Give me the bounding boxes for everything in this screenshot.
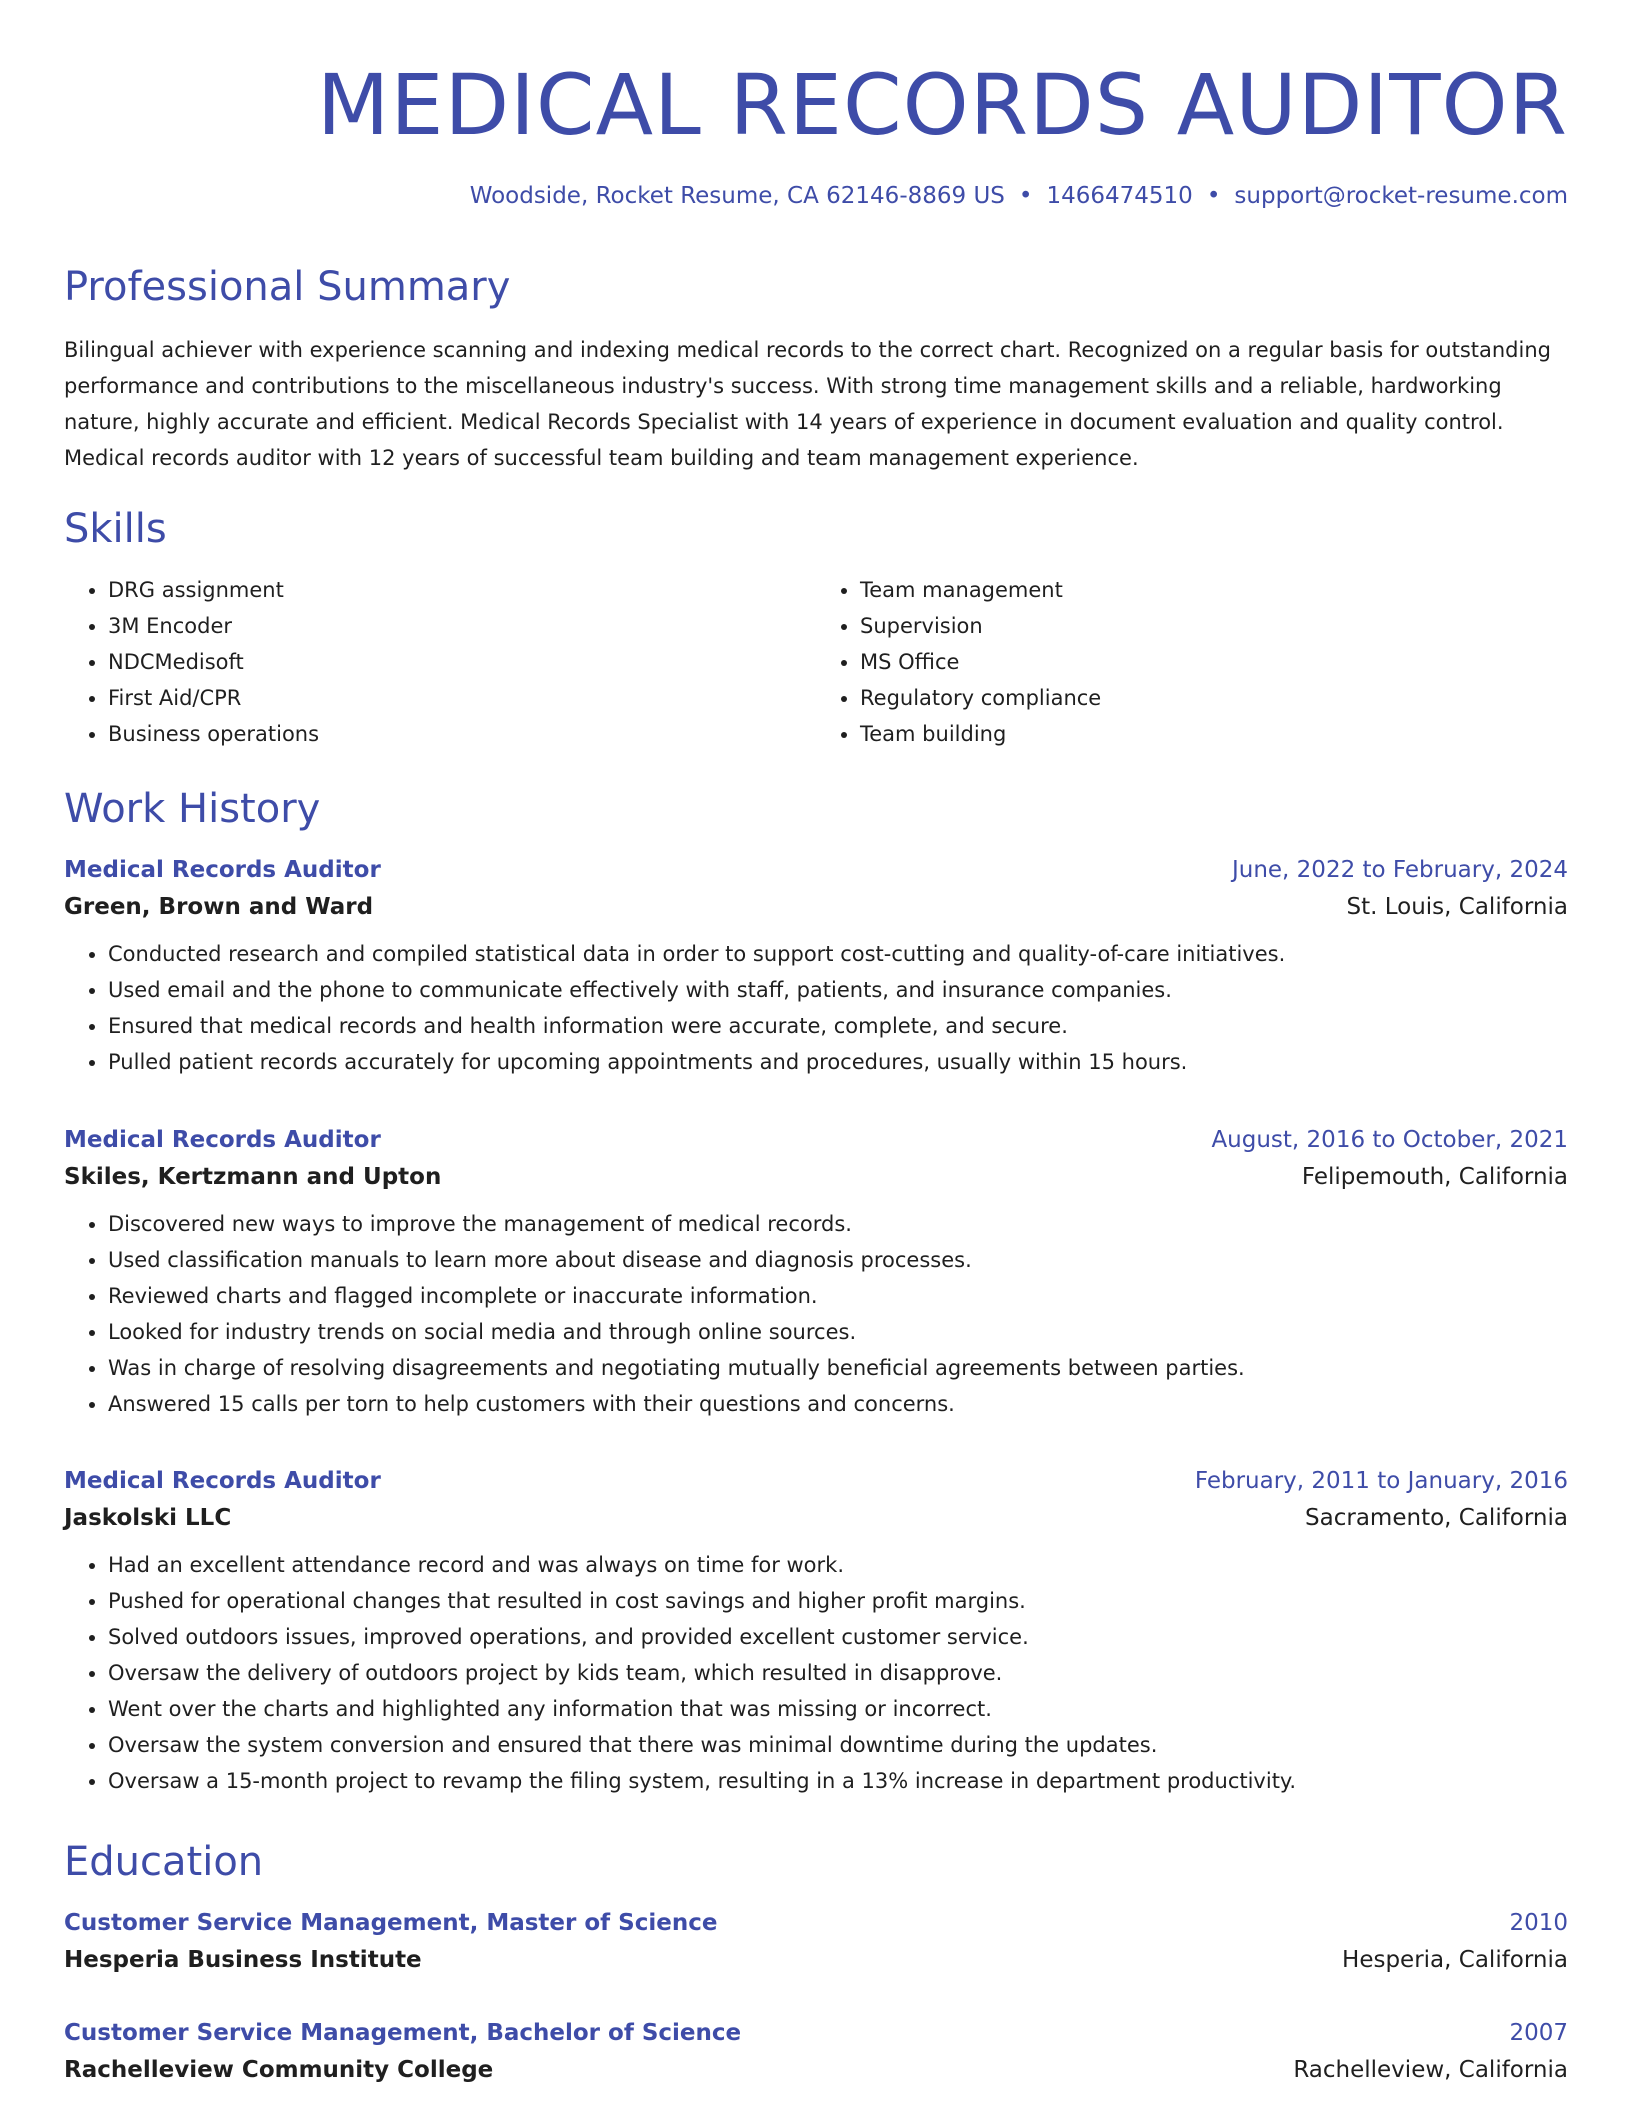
job-entry [64, 1463, 1568, 1799]
skill-item: • Team building [860, 716, 1568, 752]
education-school: Rachelleview Community College [64, 2057, 494, 2083]
job-bullets [64, 936, 1568, 1080]
job-bullet: • Pulled patient records accurately for upcoming appointments and procedures, usually within 15 hours. [108, 1044, 1568, 1080]
job-title: Medical Records Auditor [64, 857, 381, 883]
job-header [64, 1122, 1568, 1158]
section-title-summary: Professional Summary [64, 264, 511, 310]
job-company: Green, Brown and Ward [64, 894, 374, 920]
job-bullet: • Oversaw a 15-month project to revamp the filing system, resulting in a 13% increase in department productivity. [108, 1763, 1568, 1799]
separator-dot: • [1018, 183, 1033, 209]
job-header [64, 1463, 1568, 1499]
job-location: St. Louis, California [1346, 894, 1568, 920]
skills-list-right [816, 572, 1568, 752]
job-dates: August, 2016 to October, 2021 [1211, 1127, 1568, 1153]
job-entry [64, 852, 1568, 1080]
job-location: Sacramento, California [1305, 1505, 1568, 1531]
education-location: Hesperia, California [1342, 1947, 1568, 1973]
job-bullet: • Ensured that medical records and health information were accurate, complete, and secure. [108, 1008, 1568, 1044]
job-bullet: • Went over the charts and highlighted any information that was missing or incorrect. [108, 1691, 1568, 1727]
skill-item: • First Aid/CPR [108, 680, 816, 716]
job-company: Skiles, Kertzmann and Upton [64, 1164, 442, 1190]
job-bullet: • Was in charge of resolving disagreements and negotiating mutually beneficial agreements between parties. [108, 1350, 1568, 1386]
education-degree: Customer Service Management, Master of Science [64, 1910, 718, 1936]
job-company: Jaskolski LLC [64, 1505, 232, 1531]
job-bullet: • Reviewed charts and flagged incomplete or inaccurate information. [108, 1278, 1568, 1314]
skill-item: • DRG assignment [108, 572, 816, 608]
skill-item: • NDCMedisoft [108, 644, 816, 680]
resume-name: MEDICAL RECORDS AUDITOR [316, 56, 1568, 154]
education-year: 2010 [1509, 1910, 1568, 1936]
job-subheader [64, 1499, 1568, 1537]
job-bullet: • Had an excellent attendance record and was always on time for work. [108, 1547, 1568, 1583]
skill-item: • 3M Encoder [108, 608, 816, 644]
job-bullet: • Oversaw the delivery of outdoors project by kids team, which resulted in disapprove. [108, 1655, 1568, 1691]
job-header [64, 852, 1568, 888]
skill-item: • Team management [860, 572, 1568, 608]
job-dates: June, 2022 to February, 2024 [1231, 857, 1568, 883]
education-year: 2007 [1509, 2020, 1568, 2046]
education-school: Hesperia Business Institute [64, 1947, 422, 1973]
education-header [64, 2015, 1568, 2051]
education-subheader [64, 2051, 1568, 2089]
skills-section [64, 504, 1568, 752]
education-header [64, 1905, 1568, 1941]
job-bullet: • Conducted research and compiled statistical data in order to support cost-cutting and quality-of-care initiatives. [108, 936, 1568, 972]
resume-header [64, 55, 1568, 155]
job-dates: February, 2011 to January, 2016 [1194, 1468, 1568, 1494]
separator-dot: • [1206, 183, 1221, 209]
section-title-work: Work History [64, 786, 321, 832]
skill-item: • MS Office [860, 644, 1568, 680]
job-bullet: • Answered 15 calls per torn to help customers with their questions and concerns. [108, 1386, 1568, 1422]
education-location: Rachelleview, California [1293, 2057, 1568, 2083]
job-subheader [64, 1158, 1568, 1196]
job-bullet: • Discovered new ways to improve the management of medical records. [108, 1206, 1568, 1242]
job-subheader [64, 888, 1568, 926]
contact-email[interactable]: support@rocket-resume.com [1234, 183, 1568, 209]
job-bullet: • Pushed for operational changes that resulted in cost savings and higher profit margins. [108, 1583, 1568, 1619]
skills-list-left [64, 572, 816, 752]
job-bullet: • Used email and the phone to communicate effectively with staff, patients, and insurance companies. [108, 972, 1568, 1008]
education-entry [64, 1905, 1568, 1979]
education-section [64, 1837, 1568, 1887]
job-bullets [64, 1206, 1568, 1422]
summary-text: Bilingual achiever with experience scanning and indexing medical records to the correct chart. Recognized on a regular basis for outstanding performance and contributions to the miscellaneous industry's success. With strong time management skills and a reliable, hardworking nature, highly accurate and efficient. Medical Records Specialist with 14 years of experience in document evaluation and quality control. Medical records auditor with 12 years of successful team building and team management experience. [64, 338, 1551, 470]
job-bullet: • Looked for industry trends on social media and through online sources. [108, 1314, 1568, 1350]
contact-phone: 1466474510 [1046, 183, 1193, 209]
job-bullet: • Oversaw the system conversion and ensured that there was minimal downtime during the updates. [108, 1727, 1568, 1763]
skill-item: • Business operations [108, 716, 816, 752]
contact-address: Woodside, Rocket Resume, CA 62146-8869 US [469, 183, 1005, 209]
skill-item: • Supervision [860, 608, 1568, 644]
education-entry [64, 2015, 1568, 2089]
job-bullets [64, 1547, 1568, 1799]
work-section [64, 784, 1568, 834]
job-location: Felipemouth, California [1301, 1164, 1568, 1190]
job-bullet: • Solved outdoors issues, improved operations, and provided excellent customer service. [108, 1619, 1568, 1655]
job-bullet: • Used classification manuals to learn more about disease and diagnosis processes. [108, 1242, 1568, 1278]
skill-item: • Regulatory compliance [860, 680, 1568, 716]
job-title: Medical Records Auditor [64, 1468, 381, 1494]
contact-line [470, 181, 1568, 211]
summary-section [64, 262, 1568, 476]
job-title: Medical Records Auditor [64, 1127, 381, 1153]
education-degree: Customer Service Management, Bachelor of Science [64, 2020, 742, 2046]
job-entry [64, 1122, 1568, 1422]
section-title-education: Education [64, 1839, 264, 1885]
section-title-skills: Skills [64, 506, 167, 552]
education-subheader [64, 1941, 1568, 1979]
skills-columns [64, 572, 1568, 752]
